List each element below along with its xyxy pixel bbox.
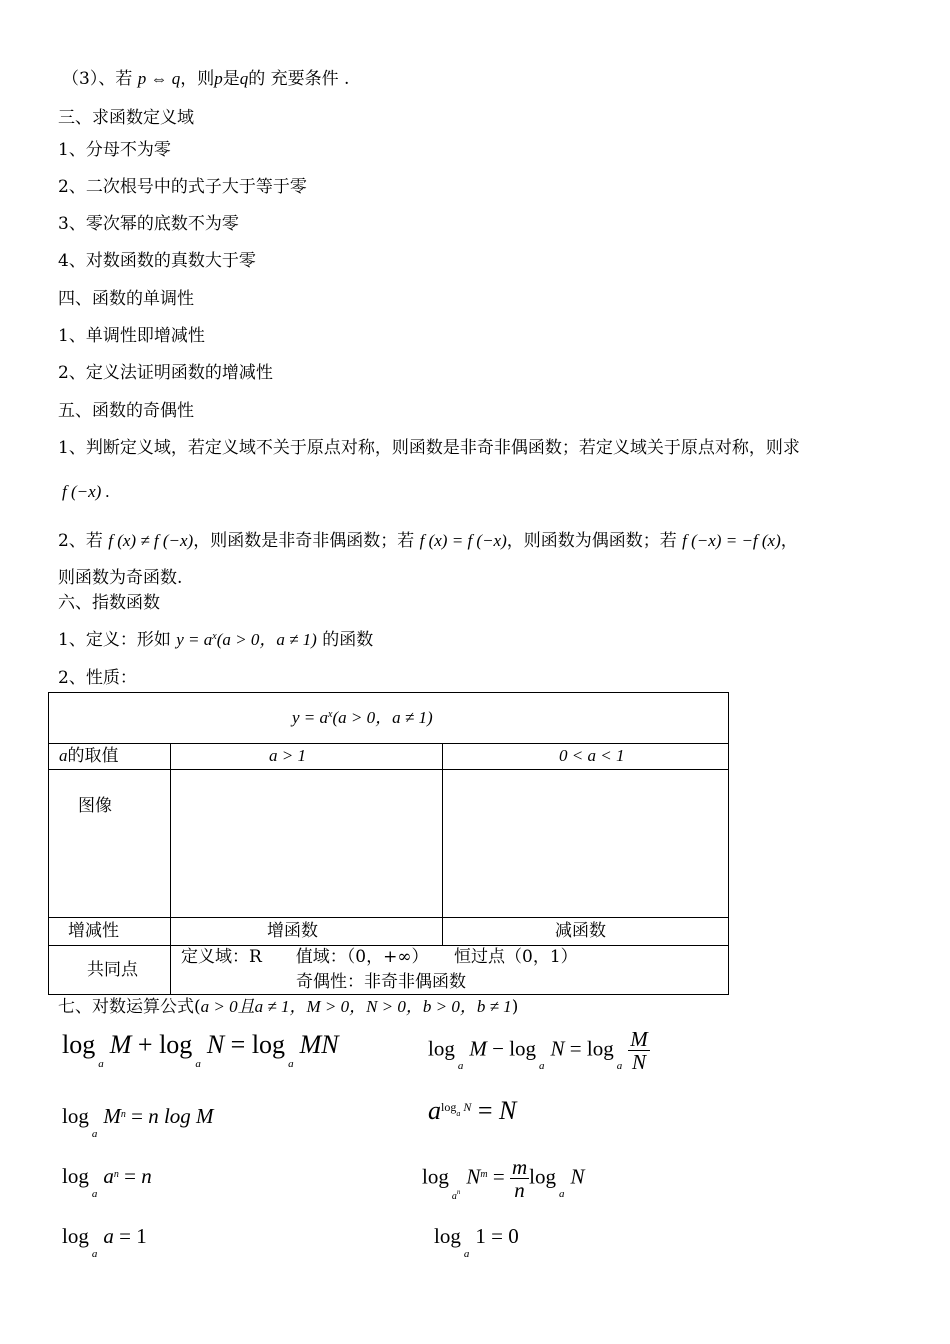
math-condition: (a > 0，a ≠ 1) — [332, 708, 433, 727]
row-label-a-values — [59, 745, 119, 767]
var-N: N — [570, 1164, 585, 1189]
log-text: log — [62, 1104, 89, 1128]
var-n: n — [141, 1164, 152, 1188]
log-base: a — [98, 1058, 104, 1070]
var-a: a — [428, 1096, 441, 1125]
log-base-group — [451, 1188, 461, 1203]
math-q: q — [239, 69, 249, 88]
log-text: log — [434, 1224, 461, 1248]
math-p: p — [214, 69, 223, 88]
value: 1 — [136, 1224, 147, 1248]
log-text: log — [62, 1030, 96, 1059]
var-a: a — [103, 1164, 114, 1188]
section4-heading: 四、函数的单调性 — [58, 289, 194, 309]
section5-item1-expr: f (−x) . — [62, 482, 110, 501]
var-M: M — [469, 1036, 487, 1061]
exponent: m — [480, 1169, 488, 1181]
value: 1 — [475, 1224, 486, 1248]
formula-log-self-power — [62, 1164, 152, 1200]
op: = — [491, 1224, 503, 1248]
math-expr: y = a — [292, 708, 329, 727]
op: = — [230, 1030, 246, 1059]
statement-iff — [62, 68, 349, 90]
fraction — [510, 1156, 529, 1201]
section3-item: 4、对数函数的真数大于零 — [58, 251, 256, 271]
table-rule — [49, 917, 728, 918]
var-N: N — [463, 1100, 472, 1114]
col-a-greater-1: a > 1 — [269, 746, 306, 765]
text: （3）、若 — [62, 69, 133, 89]
var-N: N — [206, 1030, 225, 1059]
text: 2、若 — [58, 531, 103, 551]
exponential-properties-table — [48, 692, 729, 995]
mono-decreasing: 减函数 — [555, 921, 606, 941]
log-base: a — [616, 1060, 623, 1073]
log-base: a — [451, 1191, 457, 1203]
section5-item2-tail: 则函数为奇函数. — [58, 568, 183, 588]
text: 的函数 — [322, 630, 374, 650]
section6-properties: 2、性质： — [58, 668, 137, 688]
text: ，则函数是非奇非偶函数；若 — [193, 531, 415, 551]
math-condition: a > 0且a ≠ 1，M > 0，N > 0，b > 0，b ≠ 1 — [200, 997, 512, 1016]
math-iff: p ⇔ q — [137, 69, 181, 88]
formula-log-quotient — [428, 1028, 650, 1073]
math-expr: y = a — [176, 630, 213, 649]
exponent: n — [120, 1109, 126, 1120]
formula-log-one — [434, 1224, 519, 1260]
math-expr: f (−x) = −f (x) — [682, 531, 781, 550]
var-N: N — [550, 1036, 565, 1061]
op: + — [137, 1030, 153, 1059]
var-M: M — [109, 1030, 132, 1059]
formula-exp-log-identity — [428, 1096, 516, 1126]
fraction — [628, 1028, 650, 1073]
mono-increasing: 增函数 — [267, 921, 318, 941]
math-exponent: x — [212, 631, 217, 642]
op: = — [131, 1104, 143, 1128]
text: ，则函数为偶函数；若 — [506, 531, 677, 551]
formula-log-product — [62, 1030, 339, 1070]
numerator: M — [630, 1027, 648, 1051]
row-label-common: 共同点 — [87, 960, 138, 980]
var-a: a — [103, 1224, 114, 1248]
text: 1、定义：形如 — [58, 630, 171, 650]
text: 七、对数运算公式( — [58, 997, 201, 1017]
log-text: log — [586, 1036, 614, 1061]
section5-item1: 1、判断定义域，若定义域不关于原点对称，则函数是非奇非偶函数；若定义域关于原点对称，则求 — [58, 438, 800, 458]
table-rule — [170, 743, 171, 945]
section3-item: 3、零次幂的底数不为零 — [58, 214, 239, 234]
text: ， — [780, 531, 798, 551]
op: = — [569, 1036, 582, 1061]
text: 的 充要条件 . — [248, 69, 350, 89]
denominator: N — [631, 1050, 646, 1074]
log-base: a — [539, 1060, 545, 1073]
log-base: a — [558, 1188, 565, 1201]
text: ) — [511, 997, 519, 1017]
op: = — [119, 1224, 131, 1248]
expr: n log M — [148, 1104, 214, 1128]
text: ，则 — [180, 69, 215, 89]
exponent-group — [441, 1100, 472, 1118]
text: 的取值 — [67, 746, 119, 766]
section4-item: 2、定义法证明函数的增减性 — [58, 363, 273, 383]
op: − — [492, 1036, 504, 1061]
row-label-monotonicity: 增减性 — [68, 921, 119, 941]
log-text: log — [509, 1036, 537, 1061]
section5-heading: 五、函数的奇偶性 — [58, 401, 194, 421]
var-N: N — [466, 1164, 481, 1189]
var-M: M — [103, 1104, 121, 1128]
denominator: n — [514, 1178, 525, 1202]
log-text: log — [251, 1030, 286, 1059]
log-base: a — [457, 1060, 464, 1073]
section3-item: 2、二次根号中的式子大于等于零 — [58, 177, 307, 197]
section7-heading — [58, 996, 518, 1018]
log-text: log — [159, 1030, 193, 1059]
section6-heading: 六、指数函数 — [58, 593, 160, 613]
log-base: a — [195, 1058, 201, 1070]
section4-item: 1、单调性即增减性 — [58, 326, 205, 346]
math-a: a — [59, 746, 68, 765]
row-label-graph: 图像 — [78, 796, 112, 816]
log-base: a — [456, 1109, 461, 1118]
log-text: log — [441, 1100, 457, 1114]
common-line2: 奇偶性：非奇非偶函数 — [296, 972, 466, 992]
table-rule — [442, 743, 443, 945]
numerator: m — [511, 1155, 528, 1179]
log-base: a — [288, 1058, 294, 1070]
formula-log-self — [62, 1224, 147, 1260]
table-title — [292, 707, 433, 732]
formula-log-change-power — [422, 1156, 584, 1201]
value: 0 — [508, 1224, 519, 1248]
log-text: log — [422, 1164, 449, 1189]
section6-definition — [58, 629, 373, 654]
math-condition: (a > 0，a ≠ 1) — [216, 630, 317, 649]
log-base: a — [91, 1248, 98, 1260]
common-line1: 定义域：R 值域：（0，+∞） 恒过点（0，1） — [181, 947, 578, 967]
math-expr: f (x) = f (−x) — [419, 531, 507, 550]
table-rule — [49, 743, 728, 744]
table-rule — [170, 945, 171, 995]
math-expr: f (x) ≠ f (−x) — [108, 531, 194, 550]
formula-log-power — [62, 1104, 214, 1140]
var-MN: MN — [299, 1030, 339, 1059]
op: = — [124, 1164, 136, 1188]
op: = — [477, 1096, 493, 1125]
log-base: a — [91, 1188, 98, 1200]
log-text: log — [62, 1224, 89, 1248]
var-N: N — [499, 1096, 517, 1125]
log-text: log — [62, 1164, 89, 1188]
section3-heading: 三、求函数定义域 — [58, 108, 194, 128]
section3-item: 1、分母不为零 — [58, 140, 171, 160]
exponent: n — [456, 1188, 461, 1197]
log-base: a — [463, 1248, 470, 1260]
log-text: log — [529, 1164, 556, 1189]
op: = — [492, 1164, 505, 1189]
table-rule — [49, 769, 728, 770]
section5-item2 — [58, 530, 798, 552]
exponent: n — [113, 1169, 119, 1180]
col-a-between-0-1: 0 < a < 1 — [559, 746, 625, 765]
log-text: log — [428, 1036, 455, 1061]
text: 是 — [222, 69, 240, 89]
math-exponent: x — [328, 709, 333, 720]
log-base: a — [91, 1128, 98, 1140]
